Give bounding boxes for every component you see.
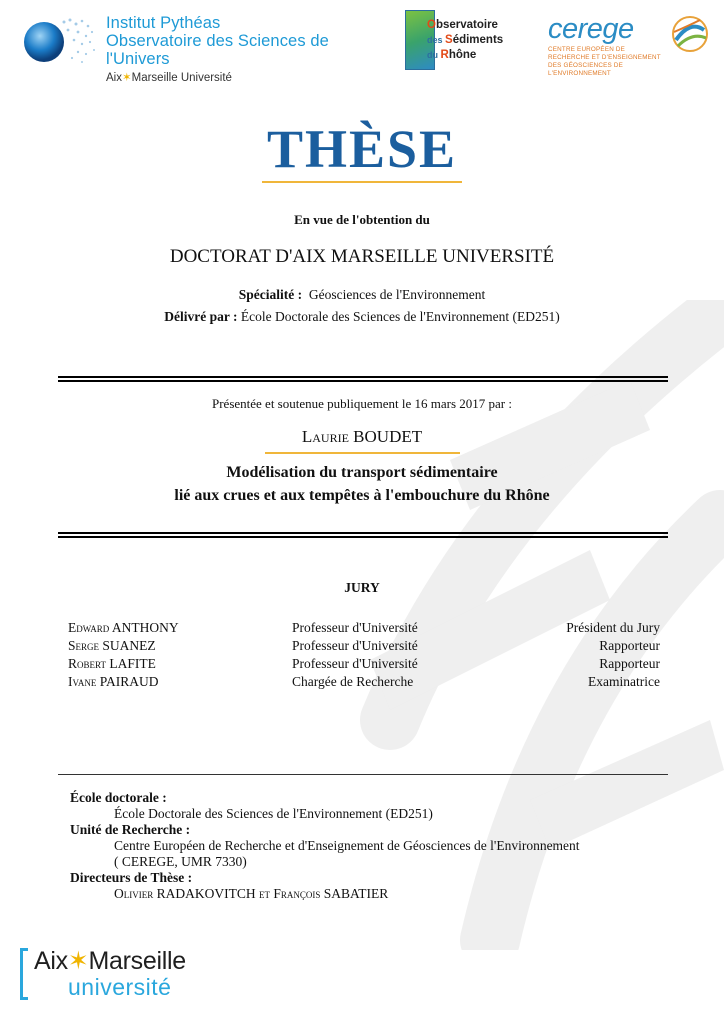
cerege-logo	[548, 14, 714, 80]
osr-logo-text: Observatoire des Sédiments du Rhône	[427, 19, 504, 61]
cerege-globe-icon	[670, 14, 710, 54]
jury-table	[68, 620, 660, 692]
jury-member-role: Professeur d'Université	[292, 620, 418, 635]
research-unit-label: Unité de Recherche :	[70, 822, 191, 837]
page-title: THÈSE	[266, 119, 458, 179]
pytheas-subtitle: Observatoire des Sciences de l'Univers	[106, 32, 329, 68]
delivered-line: Délivré par : École Doctorale des Sciences de l'Environnement (ED251)	[164, 309, 560, 324]
amu-logo-line2: université	[68, 974, 172, 1000]
author-underline	[265, 452, 460, 454]
jury-member-quality: Président du Jury	[566, 620, 660, 635]
obtention-text: En vue de l'obtention du	[294, 212, 430, 227]
osr-logo	[405, 10, 523, 72]
thesis-title-line1: Modélisation du transport sédimentaire	[226, 464, 498, 481]
jury-member-name: Robert LAFITE	[68, 656, 156, 671]
divider	[58, 532, 668, 538]
jury-member-row	[68, 638, 660, 656]
globe-icon	[20, 12, 98, 68]
jury-member-name: Ivane PAIRAUD	[68, 674, 159, 689]
jury-member-name: Edward ANTHONY	[68, 620, 179, 635]
directors-label: Directeurs de Thèse :	[70, 870, 193, 885]
research-unit-code: ( CEREGE, UMR 7330)	[114, 854, 247, 869]
divider	[58, 376, 668, 382]
directors-value: Olivier RADAKOVITCH et François SABATIER	[114, 886, 389, 901]
amu-logo	[20, 944, 230, 1006]
jury-member-name: Serge SUANEZ	[68, 638, 156, 653]
jury-heading: JURY	[344, 580, 380, 595]
cerege-subtitle: CENTRE EUROPÉEN DE RECHERCHE ET D'ENSEIGNEMENT DES GÉOSCIENCES DE L'ENVIRONNEMENT	[548, 46, 661, 77]
jury-member-role: Professeur d'Université	[292, 638, 418, 653]
jury-member-role: Chargée de Recherche	[292, 674, 414, 689]
doctoral-school-label: École doctorale :	[70, 790, 167, 805]
pytheas-logo	[20, 8, 390, 84]
footer-info	[70, 790, 580, 902]
title-underline	[262, 181, 462, 183]
jury-member-row	[68, 656, 660, 674]
presentation-text: Présentée et soutenue publiquement le 16 mars 2017 par :	[211, 396, 512, 411]
divider	[58, 774, 668, 775]
research-unit-value: Centre Européen de Recherche et d'Enseignement de Géosciences de l'Environnement	[114, 838, 580, 853]
author-name: Laurie BOUDET	[301, 427, 423, 446]
pytheas-name: Institut Pythéas	[106, 14, 221, 32]
jury-member-quality: Examinatrice	[588, 674, 660, 689]
cerege-wordmark: cerege	[548, 13, 634, 45]
jury-member-role: Professeur d'Université	[292, 656, 418, 671]
jury-member-quality: Rapporteur	[599, 656, 660, 671]
degree-title: DOCTORAT D'AIX MARSEILLE UNIVERSITÉ	[169, 246, 555, 267]
amu-bracket	[20, 948, 28, 1000]
speciality-line: Spécialité : Géosciences de l'Environnement	[238, 287, 486, 302]
jury-member-quality: Rapporteur	[599, 638, 660, 653]
jury-member-row	[68, 620, 660, 638]
pytheas-university: Aix✶Marseille Université	[106, 72, 232, 84]
amu-logo-line1: Aix✶Marseille	[34, 947, 186, 975]
jury-member-row	[68, 674, 660, 692]
thesis-title-line2: lié aux crues et aux tempêtes à l'embouchure du Rhône	[174, 487, 550, 504]
doctoral-school-value: École Doctorale des Sciences de l'Environnement (ED251)	[114, 806, 433, 821]
